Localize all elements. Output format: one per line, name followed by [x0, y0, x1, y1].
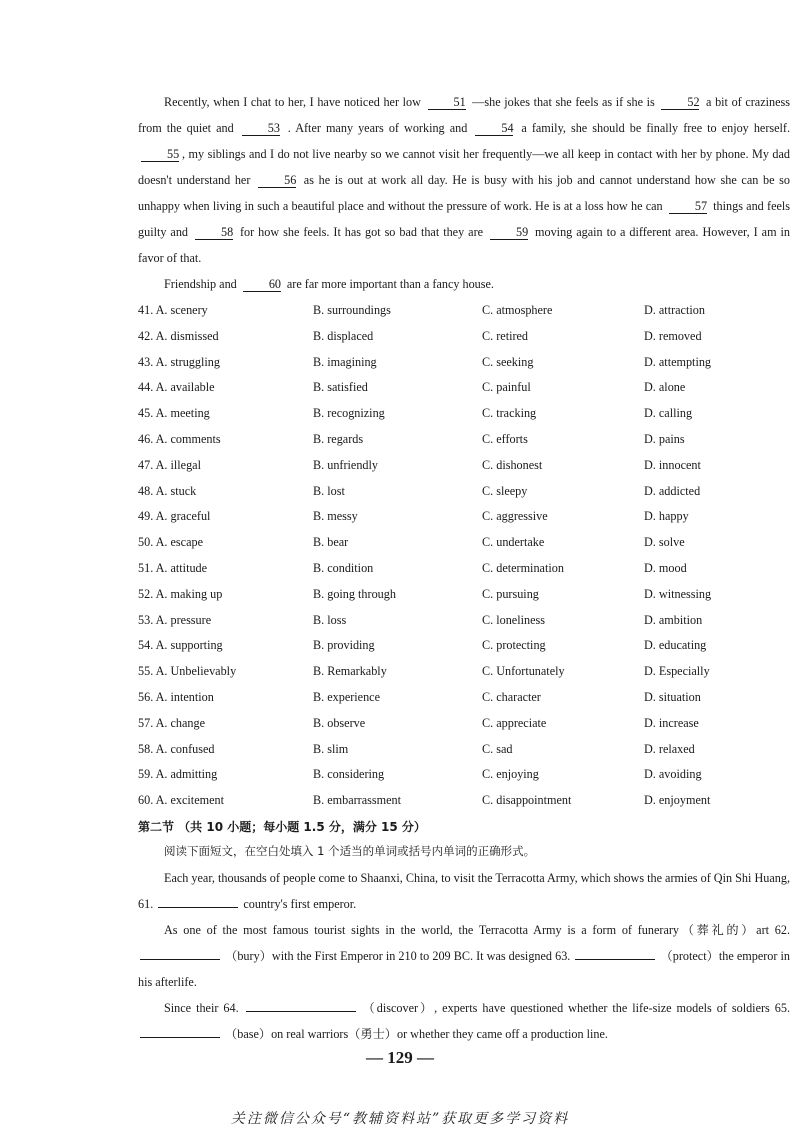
- option-c: C. efforts: [482, 431, 528, 446]
- option-c: C. Unfortunately: [482, 664, 565, 679]
- option-d: D. enjoyment: [644, 793, 711, 808]
- option-d: D. attempting: [644, 354, 712, 369]
- option-a: 44. A. available: [138, 380, 215, 395]
- option-row: [138, 582, 798, 608]
- passage-paragraph-2: Friendship and 60 are far more important than a fancy house.: [164, 277, 494, 291]
- option-b: B. embarrassment: [313, 793, 401, 808]
- option-a: 52. A. making up: [138, 586, 223, 601]
- option-b: B. slim: [313, 741, 349, 756]
- section-instruction: 阅读下面短文，在空白处填入 1 个适当的单词或括号内单词的正确形式。: [164, 844, 536, 858]
- option-d: D. happy: [644, 509, 689, 524]
- section2-paragraph-3: Since their 64. （discover）, experts have questioned whether the life-size models of soldiers 65. （base）on real warriors（勇士）or whether they came off a production line.: [138, 995, 790, 1047]
- option-row: [138, 530, 798, 556]
- option-d: D. attraction: [644, 303, 705, 317]
- blank-51: 51: [428, 95, 466, 110]
- option-a: 46. A. comments: [138, 431, 221, 446]
- footer-note: 关注微信公众号“教辅资料站”获取更多学习资料: [230, 1111, 570, 1127]
- option-c: C. painful: [482, 380, 531, 395]
- option-a: 53. A. pressure: [138, 612, 212, 627]
- option-c: C. enjoying: [482, 767, 539, 782]
- option-b: B. lost: [313, 483, 345, 498]
- option-c: C. seeking: [482, 354, 534, 369]
- option-c: C. loneliness: [482, 612, 545, 627]
- option-d: D. relaxed: [644, 741, 695, 756]
- option-row: [138, 401, 798, 427]
- option-a: 45. A. meeting: [138, 406, 210, 421]
- option-a: 50. A. escape: [138, 535, 203, 550]
- option-d: D. ambition: [644, 612, 703, 627]
- option-b: B. experience: [313, 689, 380, 704]
- option-c: C. sleepy: [482, 483, 528, 498]
- option-row: [138, 427, 798, 453]
- option-d: D. alone: [644, 380, 686, 395]
- option-row: [138, 375, 798, 401]
- option-d: D. mood: [644, 560, 687, 575]
- option-b: B. considering: [313, 767, 385, 782]
- option-b: B. providing: [313, 638, 375, 653]
- option-c: C. undertake: [482, 535, 545, 550]
- option-a: 60. A. excitement: [138, 793, 224, 808]
- blank-52: 52: [661, 95, 699, 110]
- option-row: [138, 762, 798, 788]
- fill-blank-65: [140, 1025, 220, 1038]
- option-c: C. appreciate: [482, 715, 547, 730]
- option-c: C. determination: [482, 560, 564, 575]
- option-a: 43. A. struggling: [138, 354, 220, 369]
- option-d: D. situation: [644, 689, 701, 704]
- options-list: [138, 298, 798, 814]
- option-b: B. imagining: [313, 354, 377, 369]
- option-b: B. bear: [313, 535, 349, 550]
- option-b: B. going through: [313, 586, 396, 601]
- option-row: [138, 504, 798, 530]
- blank-58: 58: [195, 225, 233, 240]
- option-a: 59. A. admitting: [138, 767, 218, 782]
- option-a: 51. A. attitude: [138, 560, 208, 575]
- option-b: B. satisfied: [313, 380, 368, 395]
- option-row: [138, 737, 798, 763]
- option-a: 42. A. dismissed: [138, 328, 219, 343]
- option-b: B. observe: [313, 715, 366, 730]
- fill-blank-61: [158, 895, 238, 908]
- section2-paragraph-1: Each year, thousands of people come to Shaanxi, China, to visit the Terracotta Army, which shows the armies of Qin Shi Huang, 61. country's first emperor.: [138, 871, 790, 911]
- blank-55: 55: [141, 147, 179, 162]
- section2-paragraph-2: As one of the most famous tourist sights in the world, the Terracotta Army is a form of funerary（葬礼的）art 62. （bury）with the First Emperor in 210 to 209 BC. It was designed 63. （protect）the emperor in his afterlife.: [138, 923, 791, 989]
- option-c: C. character: [482, 689, 541, 704]
- option-c: C. aggressive: [482, 509, 548, 524]
- section-heading: 第二节 （共 10 小题；每小题 1.5 分，满分 15 分）: [138, 820, 426, 834]
- option-c: C. tracking: [482, 406, 537, 421]
- option-d: D. addicted: [644, 483, 701, 498]
- option-d: D. avoiding: [644, 767, 702, 782]
- option-a: 54. A. supporting: [138, 638, 223, 653]
- option-b: B. loss: [313, 612, 347, 627]
- option-row: [138, 324, 798, 350]
- option-b: B. unfriendly: [313, 457, 378, 472]
- option-b: B. condition: [313, 560, 374, 575]
- option-c: C. sad: [482, 741, 513, 756]
- option-row: [138, 711, 798, 737]
- option-d: D. witnessing: [644, 586, 712, 601]
- fill-blank-64: [246, 999, 356, 1012]
- option-b: B. recognizing: [313, 406, 385, 421]
- option-c: C. retired: [482, 328, 529, 343]
- blank-54: 54: [475, 121, 513, 136]
- blank-60: 60: [243, 277, 281, 292]
- option-b: B. displaced: [313, 328, 374, 343]
- option-c: C. pursuing: [482, 586, 539, 601]
- option-d: D. solve: [644, 535, 685, 550]
- option-b: B. messy: [313, 509, 358, 524]
- option-b: B. regards: [313, 431, 364, 446]
- option-a: 41. A. scenery: [138, 303, 208, 317]
- option-d: D. calling: [644, 406, 693, 421]
- option-c: C. disappointment: [482, 793, 572, 808]
- blank-53: 53: [242, 121, 280, 136]
- option-b: B. Remarkably: [313, 664, 387, 679]
- option-row: [138, 298, 798, 324]
- option-d: D. increase: [644, 715, 699, 730]
- option-row: [138, 685, 798, 711]
- option-d: D. educating: [644, 638, 707, 653]
- option-row: [138, 350, 798, 376]
- option-a: 57. A. change: [138, 715, 206, 730]
- option-d: D. removed: [644, 328, 702, 343]
- option-a: 48. A. stuck: [138, 483, 197, 498]
- passage-paragraph-1: Recently, when I chat to her, I have noticed her low 51 —she jokes that she feels as if she is 52 a bit of craziness from the quiet and 53 . After many years of working and 54 a family, she should be finally free to enjoy herself. 55 , my siblings and I do not live nearby so we cannot visit her frequently—we all keep in contact with her by phone. My dad doesn't understand her 56 as he is out at work all day. He is busy with his job and cannot understand how she can be so unhappy when living in such a beautiful place and without the pressure of work. He is at a loss how he can 57 things and feels guilty and 58 for how she feels. It has got so bad that they are 59 moving again to a different area. However, I am in favor of that.: [138, 95, 791, 265]
- option-a: 55. A. Unbelievably: [138, 664, 237, 679]
- option-d: D. pains: [644, 431, 685, 446]
- option-a: 56. A. intention: [138, 689, 214, 704]
- option-b: B. surroundings: [313, 303, 391, 317]
- option-row: [138, 608, 798, 634]
- blank-56: 56: [258, 173, 296, 188]
- option-row: [138, 788, 798, 814]
- option-a: 49. A. graceful: [138, 509, 211, 524]
- option-d: D. Especially: [644, 664, 710, 679]
- option-row: [138, 659, 798, 685]
- option-row: [138, 633, 798, 659]
- option-c: C. protecting: [482, 638, 546, 653]
- fill-blank-63: [575, 947, 655, 960]
- option-row: [138, 453, 798, 479]
- option-d: D. innocent: [644, 457, 701, 472]
- option-row: [138, 556, 798, 582]
- page-number: — 129 —: [366, 1048, 434, 1067]
- option-c: C. atmosphere: [482, 303, 553, 317]
- option-a: 47. A. illegal: [138, 457, 201, 472]
- blank-57: 57: [669, 199, 707, 214]
- option-c: C. dishonest: [482, 457, 543, 472]
- option-row: [138, 479, 798, 505]
- option-a: 58. A. confused: [138, 741, 215, 756]
- blank-59: 59: [490, 225, 528, 240]
- fill-blank-62: [140, 947, 220, 960]
